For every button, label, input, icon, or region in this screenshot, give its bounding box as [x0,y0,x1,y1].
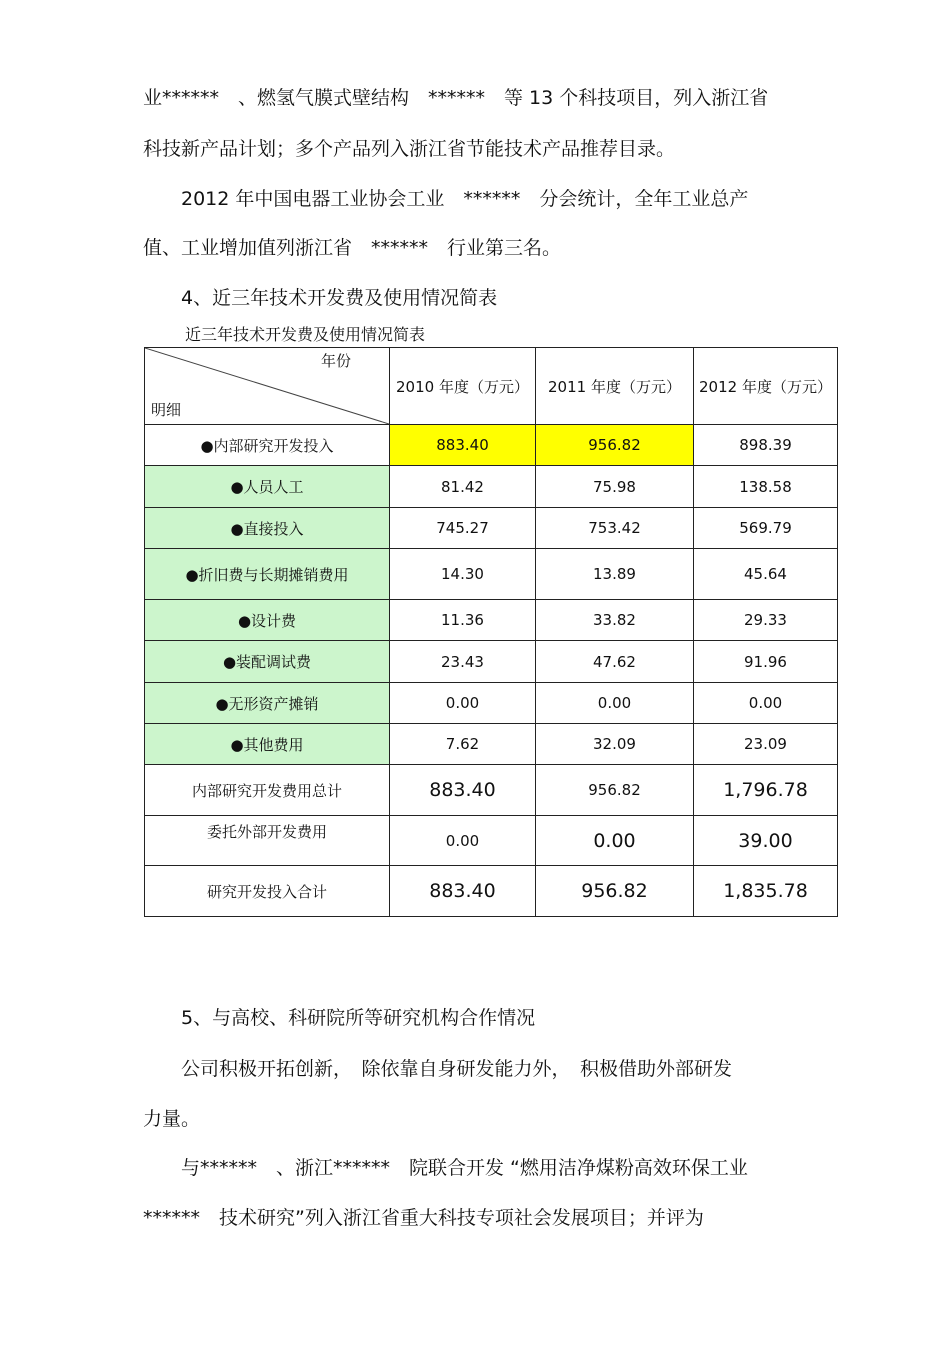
cell-value: 898.39 [694,425,838,466]
cell-value: 13.89 [536,549,694,600]
row-label: ●无形资产摊销 [145,683,390,724]
table-row [145,683,838,724]
row-label: 内部研究开发费用总计 [145,765,390,816]
para-4: 值、工业增加值列浙江省 ****** 行业第三名。 [143,237,562,259]
cell-value: 33.82 [536,600,694,641]
header-detail-label: 明细 [151,401,182,419]
rd-expense-table [144,347,838,917]
table-row [145,549,838,600]
table-row [145,466,838,508]
cell-value: 0.00 [536,816,694,866]
cell-value: 0.00 [390,816,536,866]
table-caption: 近三年技术开发费及使用情况简表 [185,325,426,344]
table-row [145,641,838,683]
cell-value: 23.43 [390,641,536,683]
row-label: ●内部研究开发投入 [145,425,390,466]
cell-value: 29.33 [694,600,838,641]
cell-value: 11.36 [390,600,536,641]
cell-value: 138.58 [694,466,838,508]
para-5: 公司积极开拓创新， 除依靠自身研发能力外， 积极借助外部研发 [143,1058,733,1080]
cell-value: 0.00 [694,683,838,724]
row-label: ●折旧费与长期摊销费用 [145,549,390,600]
para-2: 科技新产品计划；多个产品列入浙江省节能技术产品推荐目录。 [143,138,676,160]
cell-value: 1,835.78 [694,866,838,917]
table-row [145,724,838,765]
para-1: 业****** 、燃氢气膜式壁结构 ****** 等 13 个科技项目，列入浙江省 [143,87,769,109]
table-row [145,600,838,641]
para-8: ****** 技术研究”列入浙江省重大科技专项社会发展项目；并评为 [143,1207,704,1229]
table-row [145,425,838,466]
cell-value: 7.62 [390,724,536,765]
cell-value: 32.09 [536,724,694,765]
column-header-2012: 2012 年度（万元） [694,348,838,425]
cell-value: 45.64 [694,549,838,600]
diagonal-line [145,348,389,424]
cell-value: 745.27 [390,508,536,549]
cell-value: 39.00 [694,816,838,866]
para-7: 与****** 、浙江****** 院联合开发 “燃用洁净煤粉高效环保工业 [143,1157,748,1179]
table-row [145,765,838,816]
cell-value: 883.40 [390,425,536,466]
table-header-row [145,348,838,425]
cell-value: 956.82 [536,765,694,816]
row-label: ●其他费用 [145,724,390,765]
cell-value: 0.00 [536,683,694,724]
cell-value: 956.82 [536,425,694,466]
row-label: ●设计费 [145,600,390,641]
cell-value: 753.42 [536,508,694,549]
row-label: ●人员人工 [145,466,390,508]
row-label: ●直接投入 [145,508,390,549]
section-heading-5: 5、与高校、科研院所等研究机构合作情况 [143,1007,536,1029]
row-label: 研究开发投入合计 [145,866,390,917]
cell-value: 883.40 [390,765,536,816]
cell-value: 23.09 [694,724,838,765]
cell-value: 81.42 [390,466,536,508]
table-row [145,866,838,917]
diagonal-header-cell [145,348,390,425]
table-row [145,816,838,866]
table-row [145,508,838,549]
cell-value: 883.40 [390,866,536,917]
para-6: 力量。 [143,1108,201,1130]
column-header-2010: 2010 年度（万元） [390,348,536,425]
cell-value: 569.79 [694,508,838,549]
para-3: 2012 年中国电器工业协会工业 ****** 分会统计，全年工业总产 [143,188,749,210]
column-header-2011: 2011 年度（万元） [536,348,694,425]
cell-value: 75.98 [536,466,694,508]
row-label: ●装配调试费 [145,641,390,683]
section-heading-4: 4、近三年技术开发费及使用情况简表 [143,287,498,309]
cell-value: 1,796.78 [694,765,838,816]
cell-value: 91.96 [694,641,838,683]
cell-value: 0.00 [390,683,536,724]
row-label: 委托外部开发费用 [145,816,390,866]
cell-value: 47.62 [536,641,694,683]
header-year-label: 年份 [320,352,351,370]
cell-value: 956.82 [536,866,694,917]
cell-value: 14.30 [390,549,536,600]
